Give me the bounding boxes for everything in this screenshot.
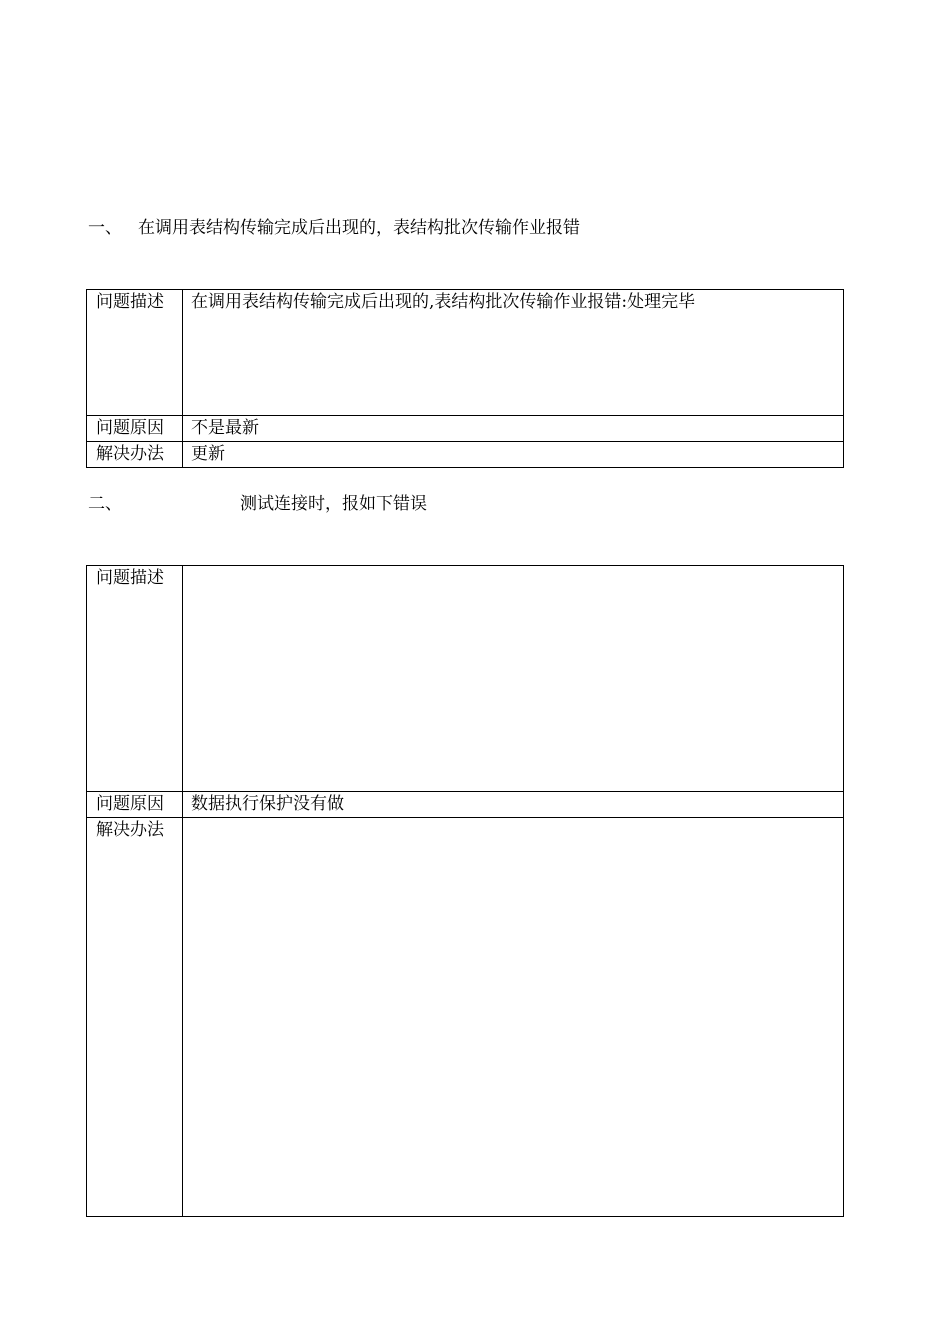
cause-label: 问题原因 [87,792,183,818]
description-value: 在调用表结构传输完成后出现的,表结构批次传输作业报错:处理完毕 [183,290,844,416]
section-1-heading [88,218,580,238]
description-value [183,566,844,792]
solution-label: 解决办法 [87,442,183,468]
section-2-number: 二、 [88,494,122,514]
cause-label: 问题原因 [87,416,183,442]
cause-value: 不是最新 [183,416,844,442]
section-2-heading [88,494,427,514]
description-label: 问题描述 [87,290,183,416]
table-row-cause [87,416,844,442]
cause-value: 数据执行保护没有做 [183,792,844,818]
table-row-solution [87,442,844,468]
section-1-title: 在调用表结构传输完成后出现的，表结构批次传输作业报错 [138,218,580,238]
description-label: 问题描述 [87,566,183,792]
section-1-number: 一、 [88,218,122,238]
section-1-table [86,289,844,468]
section-2-title: 测试连接时，报如下错误 [240,494,427,514]
table-row-cause [87,792,844,818]
solution-value [183,818,844,1217]
solution-label: 解决办法 [87,818,183,1217]
section-2-table [86,565,844,1217]
table-row-description [87,566,844,792]
table-row-solution [87,818,844,1217]
table-row-description [87,290,844,416]
solution-value: 更新 [183,442,844,468]
